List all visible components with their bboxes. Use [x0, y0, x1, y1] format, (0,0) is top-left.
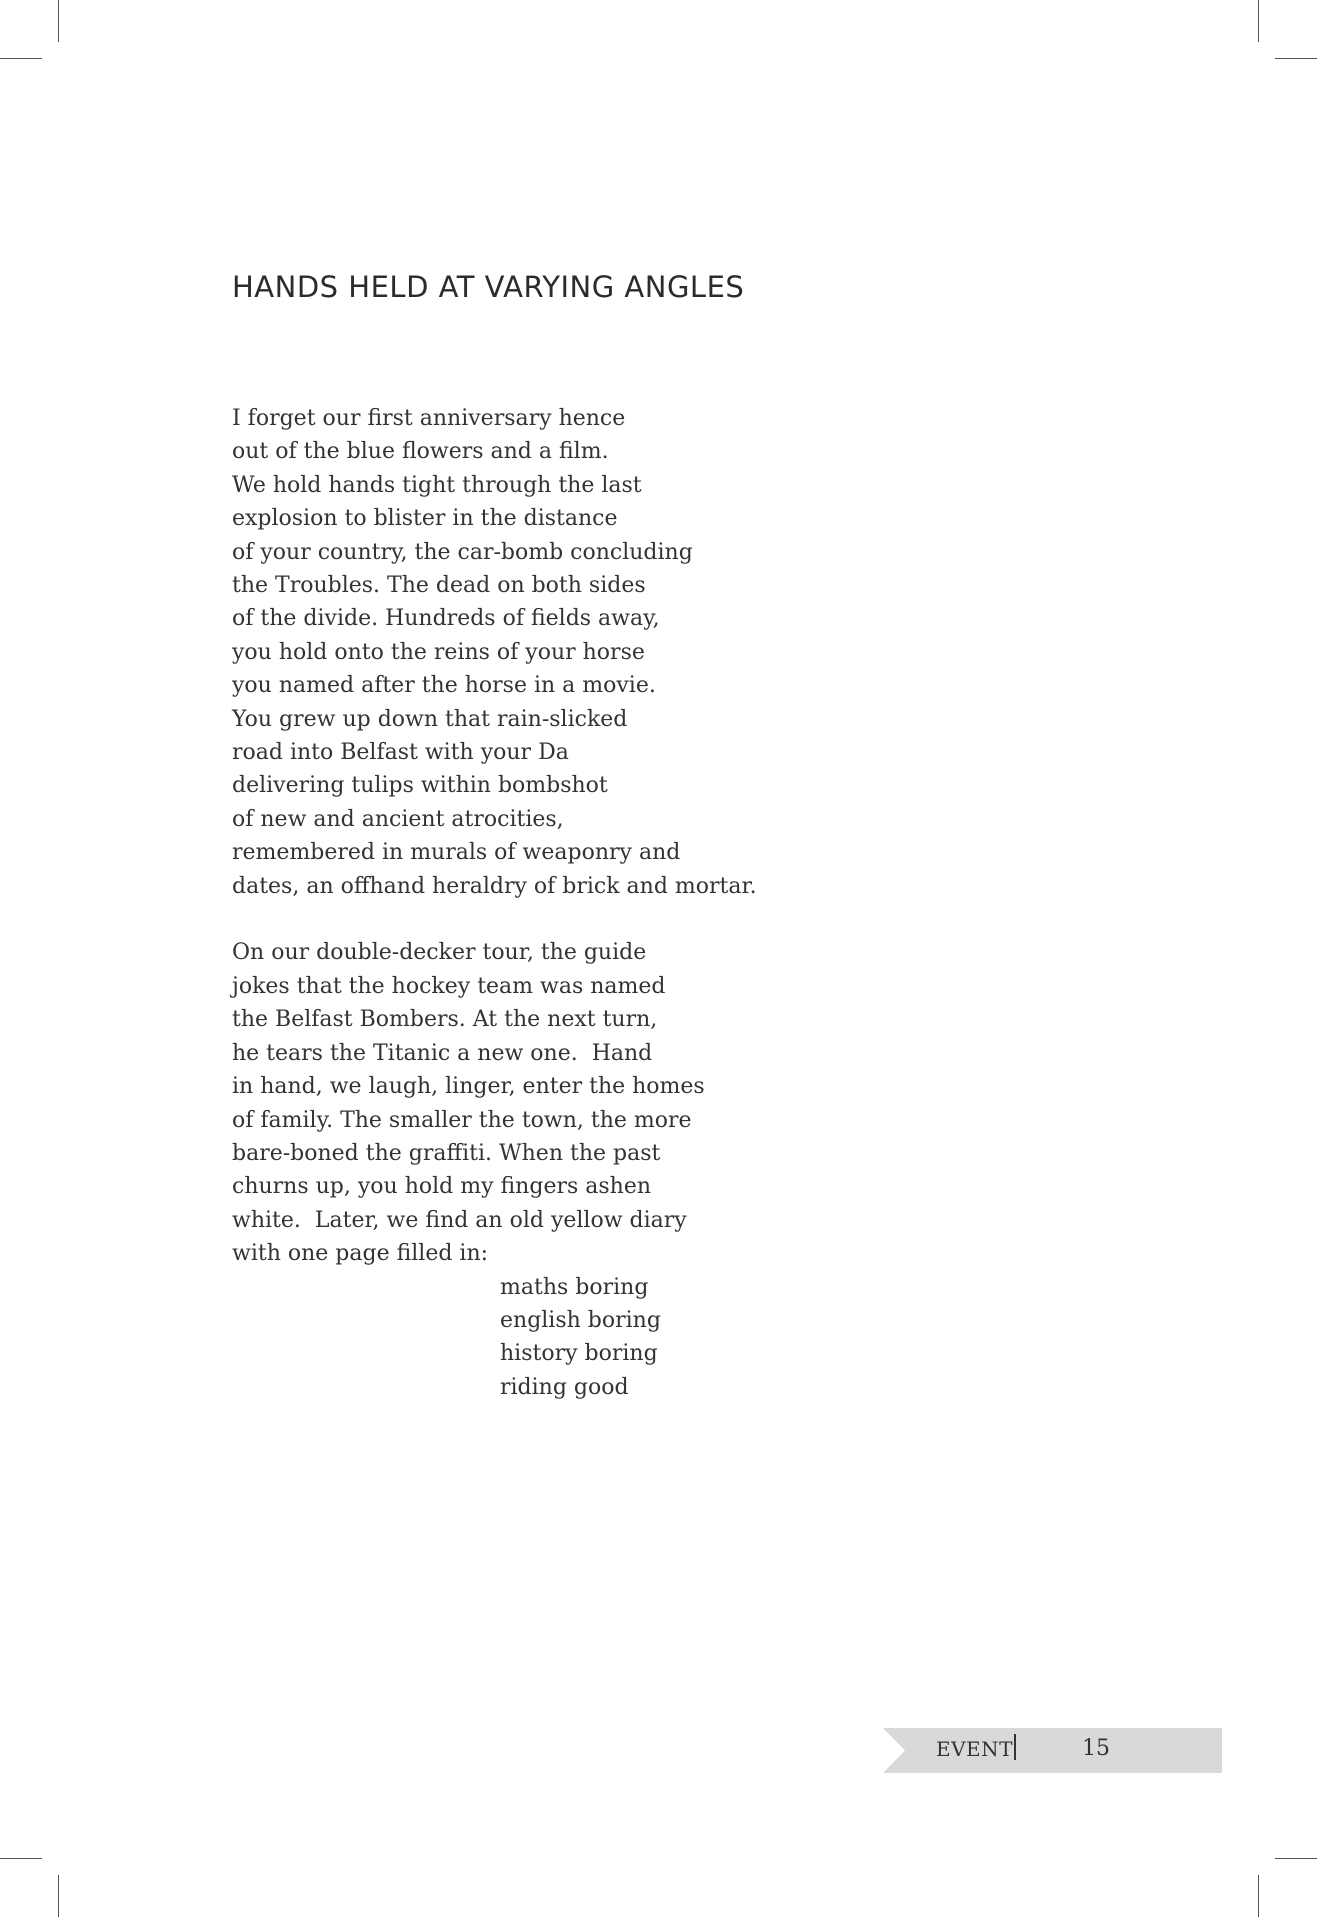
- poem-line: white. Later, we find an old yellow diary: [232, 1207, 687, 1233]
- crop-mark-bottom-right-vertical: [1258, 1875, 1259, 1917]
- diary-entry: english boring: [500, 1307, 661, 1333]
- stanza-2: [232, 936, 757, 1404]
- poem-line: churns up, you hold my fingers ashen: [232, 1174, 652, 1200]
- crop-mark-top-right-vertical: [1258, 0, 1259, 42]
- poem-line: with one page filled in:: [232, 1241, 489, 1267]
- poem-title: HANDS HELD AT VARYING ANGLES: [232, 270, 745, 304]
- poem-line: delivering tulips within bombshot: [232, 773, 608, 799]
- crop-mark-top-right-horizontal: [1275, 58, 1317, 59]
- footer-journal-label: EVENT: [936, 1737, 1013, 1761]
- crop-mark-top-left-vertical: [58, 0, 59, 42]
- page-number: 15: [1082, 1736, 1110, 1761]
- poem-line: jokes that the hockey team was named: [232, 973, 666, 999]
- poem-line: of new and ancient atrocities,: [232, 806, 564, 832]
- poem-body: [232, 402, 757, 1404]
- crop-mark-bottom-left-vertical: [58, 1875, 59, 1917]
- poem-line: dates, an offhand heraldry of brick and mortar.: [232, 873, 757, 899]
- poem-line: you named after the horse in a movie.: [232, 673, 656, 699]
- poem-line: in hand, we laugh, linger, enter the homes: [232, 1074, 705, 1100]
- poem-line: We hold hands tight through the last: [232, 472, 642, 498]
- diary-entry: history boring: [500, 1341, 658, 1367]
- poem-line: of family. The smaller the town, the more: [232, 1107, 692, 1133]
- diary-entry: maths boring: [500, 1274, 649, 1300]
- crop-mark-bottom-left-horizontal: [0, 1858, 42, 1859]
- poem-line: remembered in murals of weaponry and: [232, 840, 681, 866]
- footer-band: [883, 1728, 1222, 1773]
- footer-separator: [1014, 1734, 1016, 1760]
- poem-line: of your country, the car-bomb concluding: [232, 539, 693, 565]
- poem-line: you hold onto the reins of your horse: [232, 639, 645, 665]
- poem-line: he tears the Titanic a new one. Hand: [232, 1040, 653, 1066]
- crop-mark-bottom-right-horizontal: [1275, 1858, 1317, 1859]
- diary-entry: riding good: [500, 1374, 629, 1400]
- poem-line: road into Belfast with your Da: [232, 740, 569, 766]
- crop-mark-top-left-horizontal: [0, 58, 42, 59]
- poem-line: explosion to blister in the distance: [232, 506, 618, 532]
- poem-line: of the divide. Hundreds of fields away,: [232, 606, 660, 632]
- poem-line: bare-boned the graffiti. When the past: [232, 1140, 661, 1166]
- poem-line: On our double-decker tour, the guide: [232, 940, 647, 966]
- poem-line: You grew up down that rain-slicked: [232, 706, 628, 732]
- poem-line: the Troubles. The dead on both sides: [232, 573, 646, 599]
- poem-line: I forget our first anniversary hence: [232, 406, 626, 431]
- stanza-1: [232, 402, 757, 903]
- poem-line: the Belfast Bombers. At the next turn,: [232, 1007, 658, 1033]
- poem-line: out of the blue flowers and a film.: [232, 439, 609, 465]
